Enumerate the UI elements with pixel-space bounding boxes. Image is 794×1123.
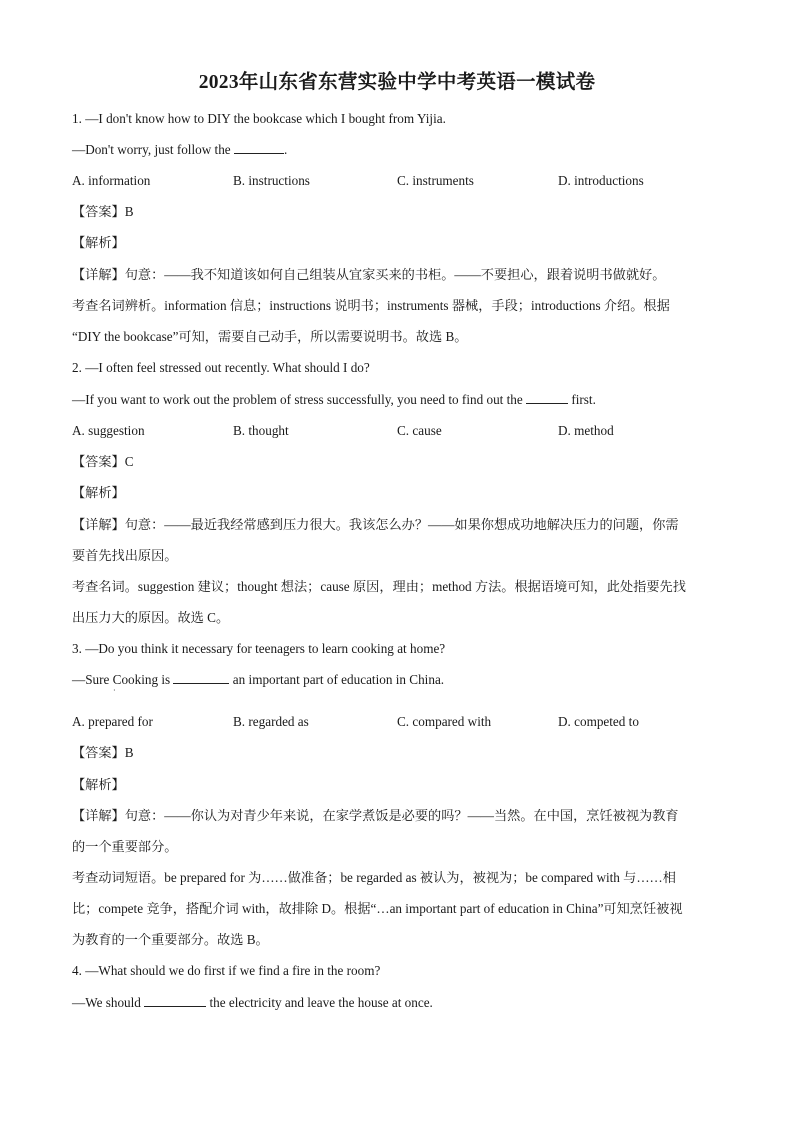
q2-blank — [526, 391, 568, 404]
q3-reply — [72, 671, 444, 689]
q1-detail-1: 【详解】句意：——我不知道该如何自己组装从宜家买来的书柜。——不要担心，跟着说明书做就好。 — [72, 267, 666, 282]
q2-reply — [72, 391, 596, 409]
q2-option-c: C. cause — [397, 423, 442, 438]
q2-detail-4: 出压力大的原因。故选 C。 — [72, 610, 230, 625]
q4-blank — [144, 994, 206, 1007]
q1-answer: 【答案】B — [72, 204, 134, 219]
q3-analysis: 【解析】 — [72, 777, 125, 792]
q2-detail-1: 【详解】句意：——最近我经常感到压力很大。我该怎么办？——如果你想成功地解决压力的问题，你需 — [72, 517, 679, 532]
q1-reply — [72, 141, 287, 159]
q3-detail-1: 【详解】句意：——你认为对青少年来说，在家学煮饭是必要的吗？——当然。在中国，烹饪被视为教育 — [72, 808, 679, 823]
q3-detail-4: 比；compete 竞争，搭配介词 with，故排除 D。根据“…an important part of education in China”可知烹饪被视 — [72, 901, 683, 916]
q1-option-d: D. introductions — [558, 173, 644, 188]
q3-option-a: A. prepared for — [72, 714, 153, 729]
q1-option-c: C. instruments — [397, 173, 474, 188]
q1-option-a: A. information — [72, 173, 151, 188]
q3-option-d: D. competed to — [558, 714, 639, 729]
q2-detail-3: 考查名词。suggestion 建议；thought 想法；cause 原因，理由；method 方法。根据语境可知，此处指要先找 — [72, 579, 686, 594]
q2-analysis: 【解析】 — [72, 485, 125, 500]
q3-reply-before: —Sure Cooking is — [72, 672, 174, 687]
q1-analysis: 【解析】 — [72, 235, 125, 250]
q4-stem: 4. —What should we do first if we find a fire in the room? — [72, 963, 381, 978]
stray-dot: · — [113, 686, 116, 695]
page-title: 2023年山东省东营实验中学中考英语一模试卷 — [198, 72, 596, 93]
q3-detail-2: 的一个重要部分。 — [72, 839, 178, 854]
q1-stem: 1. —I don't know how to DIY the bookcase which I bought from Yijia. — [72, 111, 446, 126]
q3-stem: 3. —Do you think it necessary for teenagers to learn cooking at home? — [72, 641, 446, 656]
q2-stem: 2. —I often feel stressed out recently. What should I do? — [72, 360, 370, 375]
q2-option-d: D. method — [558, 423, 614, 438]
q3-answer: 【答案】B — [72, 745, 134, 760]
q2-option-b: B. thought — [233, 423, 289, 438]
q1-reply-after: . — [283, 142, 288, 157]
q3-option-c: C. compared with — [397, 714, 492, 729]
q3-blank — [173, 671, 229, 684]
q1-detail-2: 考查名词辨析。information 信息；instructions 说明书；instruments 器械，手段；introductions 介绍。根据 — [72, 298, 670, 313]
q1-detail-3: “DIY the bookcase”可知，需要自己动手，所以需要说明书。故选 B。 — [72, 329, 468, 344]
q1-option-b: B. instructions — [233, 173, 310, 188]
q4-reply — [72, 994, 433, 1012]
q2-option-a: A. suggestion — [72, 423, 145, 438]
q3-reply-after: an important part of education in China. — [229, 672, 445, 687]
q4-reply-before: —We should — [72, 995, 145, 1010]
q3-detail-3: 考查动词短语。be prepared for 为……做准备；be regarded as 被认为，被视为；be compared with 与……相 — [72, 870, 676, 885]
q3-detail-5: 为教育的一个重要部分。故选 B。 — [72, 932, 269, 947]
q1-reply-before: —Don't worry, just follow the — [72, 142, 234, 157]
q4-reply-after: the electricity and leave the house at once. — [206, 995, 433, 1010]
q2-detail-2: 要首先找出原因。 — [72, 548, 178, 563]
q2-reply-before: —If you want to work out the problem of stress successfully, you need to find out the — [72, 392, 527, 407]
q2-answer: 【答案】C — [72, 454, 134, 469]
q3-option-b: B. regarded as — [233, 714, 309, 729]
q2-reply-after: first. — [568, 392, 596, 407]
q1-blank — [234, 141, 284, 154]
